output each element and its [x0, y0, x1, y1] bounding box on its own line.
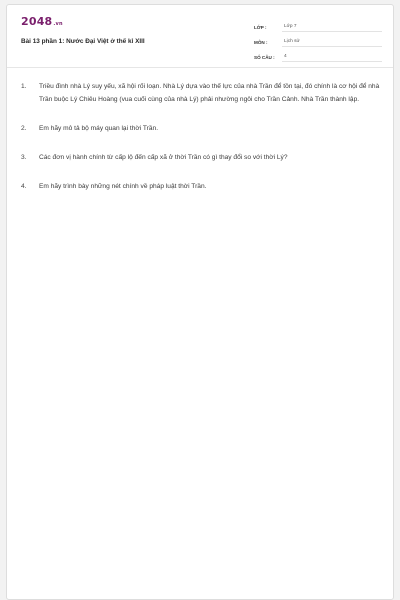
question-item: [21, 122, 381, 135]
question-number: 3.: [21, 154, 27, 161]
question-number: 4.: [21, 183, 27, 190]
question-item: [21, 180, 381, 193]
subject-label: MÔN :: [254, 40, 268, 45]
count-value: 4: [282, 54, 382, 62]
site-logo[interactable]: [21, 16, 63, 30]
count-label: SỐ CÂU :: [254, 55, 275, 60]
class-value: Lớp 7: [282, 24, 382, 32]
logo-suffix: .vn: [53, 21, 63, 27]
question-number: 1.: [21, 83, 27, 90]
question-number: 2.: [21, 125, 27, 132]
question-item: [21, 151, 381, 164]
question-text: Các đơn vị hành chính từ cấp lộ đến cấp xã ở thời Trần có gì thay đổi so với thời Lý?: [39, 154, 288, 161]
logo-main: 2048: [21, 15, 53, 28]
question-text: Em hãy trình bày những nét chính về pháp luật thời Trần.: [39, 183, 207, 190]
document-title: Bài 13 phần 1: Nước Đại Việt ở thế kỉ XIII: [21, 38, 145, 45]
meta-row-class: [254, 17, 382, 32]
meta-info: [254, 17, 382, 62]
question-text: Em hãy mô tả bộ máy quan lại thời Trần.: [39, 125, 159, 132]
meta-row-subject: [254, 32, 382, 47]
worksheet-page: [6, 4, 394, 600]
worksheet-header: [7, 5, 393, 68]
class-label: LỚP :: [254, 25, 267, 30]
subject-value: Lịch sử: [282, 39, 382, 47]
question-list: [21, 80, 381, 209]
meta-row-count: [254, 47, 382, 62]
question-text: Triều đình nhà Lý suy yếu, xã hội rối loạn. Nhà Lý dựa vào thế lực của nhà Trần để tồn tại, đó chính là cơ hội để nhà Trần buộc Lý Chiêu Hoàng (vua cuối cùng của nhà Lý) phải nhường ngôi cho Trần Cảnh. Nhà Trần thành lập.: [39, 83, 380, 103]
question-item: [21, 80, 381, 106]
